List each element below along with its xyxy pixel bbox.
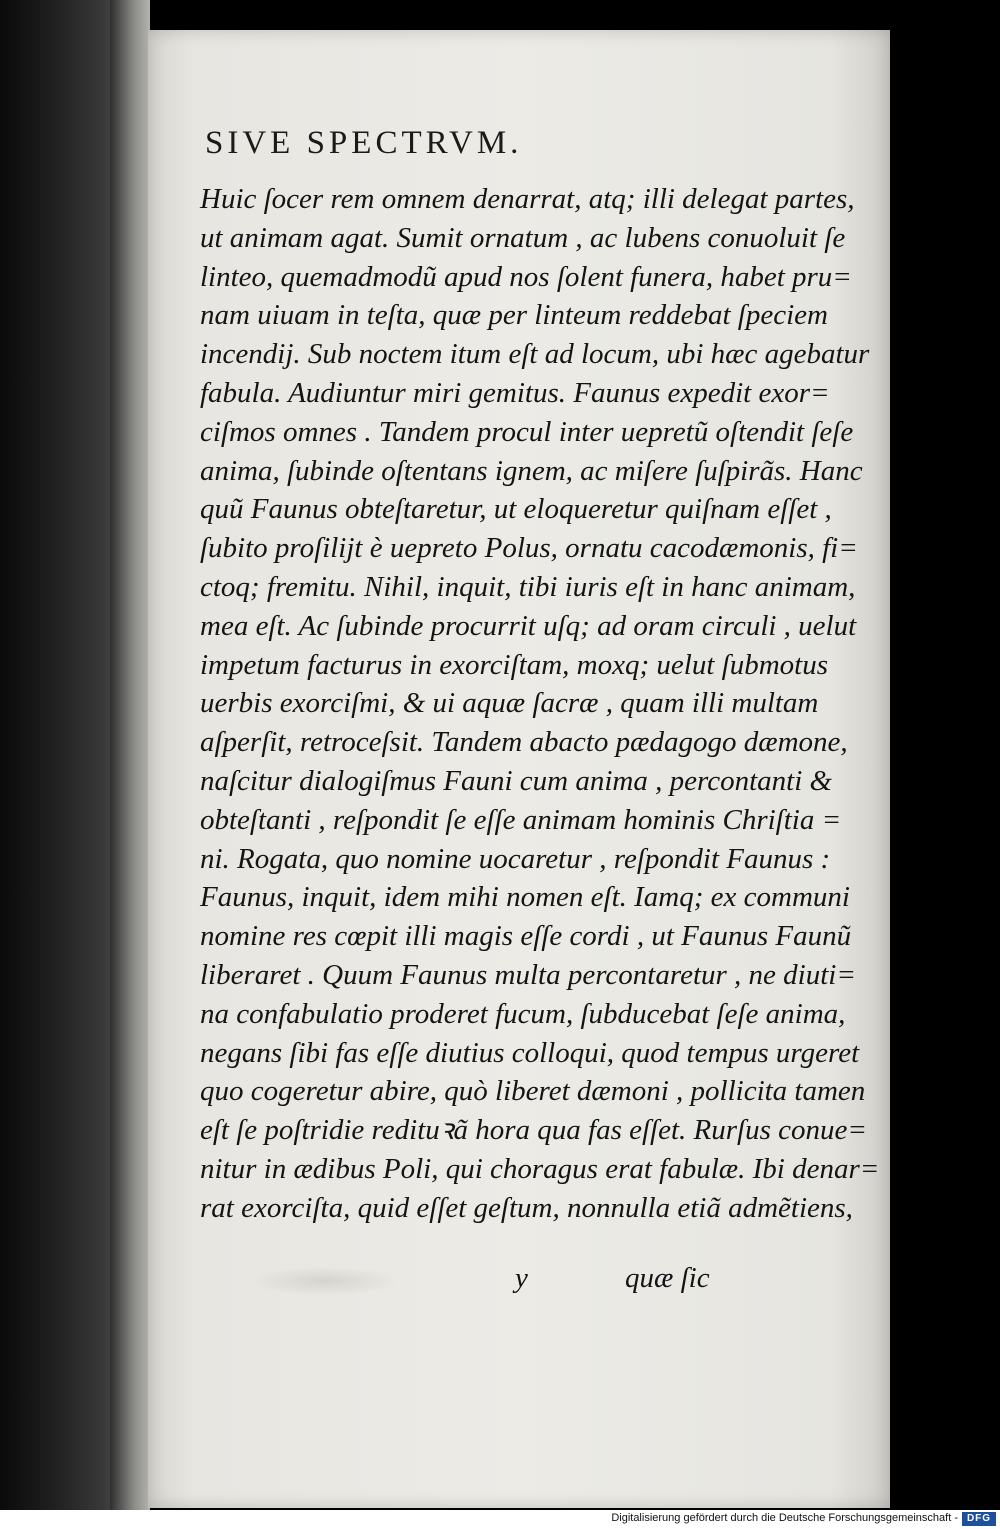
text-line: na confabulatio proderet fucum, ſubducebat ſeſe anima, — [200, 997, 846, 1030]
text-line: incendij. Sub noctem itum eſt ad locum, ubi hæc agebatur — [200, 338, 870, 371]
text-line: ni. Rogata, quo nomine uocaretur , reſpondit Faunus : — [200, 842, 831, 875]
text-line: anima, ſubinde oſtentans ignem, ac miſere ſuſpirãs. Hanc — [200, 454, 863, 487]
text-line: nam uiuam in teſta, quæ per linteum reddebat ſpeciem — [200, 299, 828, 332]
text-line: liberaret . Quum Faunus multa percontaretur , ne diuti= — [200, 958, 856, 991]
text-line: Huic ſocer rem omnem denarrat, atq; illi delegat partes, — [200, 183, 855, 215]
text-line: eſt ſe poſtridie redituꝛã hora qua fas eſſet. Rurſus conue= — [200, 1114, 867, 1147]
running-head: SIVE SPECTRVM. — [205, 125, 523, 161]
text-line: negans ſibi fas eſſe diutius colloqui, quod tempus urgeret — [200, 1036, 860, 1069]
text-line: quo cogeretur abire, quò liberet dæmoni , pollicita tamen — [200, 1075, 866, 1108]
text-line: linteo, quemadmodũ apud nos ſolent funera, habet pru= — [200, 260, 852, 293]
catchword: quæ ſic — [625, 1262, 710, 1294]
text-line: Faunus, inquit, idem mihi nomen eſt. Iamq; ex communi — [200, 881, 850, 914]
text-line: ciſmos omnes . Tandem procul inter uepretũ oſtendit ſeſe — [200, 415, 854, 448]
text-line: uerbis exorciſmi, & ui aquæ ſacræ , quam illi multam — [200, 687, 819, 720]
text-line: naſcitur dialogiſmus Fauni cum anima , percontanti & — [200, 764, 833, 797]
text-line: nitur in ædibus Poli, qui choragus erat fabulæ. Ibi denar= — [200, 1152, 880, 1185]
spine-edge — [110, 0, 150, 1510]
text-line: ſubito proſilijt è uepreto Polus, ornatu cacodæmonis, fi= — [200, 532, 858, 565]
text-line: mea eſt. Ac ſubinde procurrit uſq; ad oram circuli , uelut — [200, 609, 857, 642]
text-line: ctoq; fremitu. Nihil, inquit, tibi iuris eſt in hanc animam, — [200, 570, 856, 603]
page-text — [200, 180, 880, 1228]
signature-mark: y — [515, 1262, 528, 1294]
funding-credit: Digitalisierung gefördert durch die Deutsche Forschungsgemeinschaft - — [611, 1512, 958, 1524]
text-line: nomine res cœpit illi magis eſſe cordi , ut Faunus Faunũ — [200, 920, 852, 953]
page-margin-dark — [890, 30, 1000, 1510]
show-through-ink — [250, 1266, 400, 1296]
text-line: quũ Faunus obteſtaretur, ut eloqueretur quiſnam eſſet , — [200, 493, 832, 526]
text-line: obteſtanti , reſpondit ſe eſſe animam hominis Chriſtia = — [200, 803, 842, 836]
text-line: impetum facturus in exorciſtam, moxq; uelut ſubmotus — [200, 648, 828, 681]
text-line: ut animam agat. Sumit ornatum , ac lubens conuoluit ſe — [200, 221, 846, 254]
dfg-logo-icon: DFG — [962, 1512, 996, 1526]
text-line: aſperſit, retroceſsit. Tandem abacto pædagogo dæmone, — [200, 726, 848, 759]
text-line: rat exorciſta, quid eſſet geſtum, nonnulla etiã admẽtiens, — [200, 1191, 853, 1224]
text-line: fabula. Audiuntur miri gemitus. Faunus expedit exor= — [200, 376, 830, 409]
